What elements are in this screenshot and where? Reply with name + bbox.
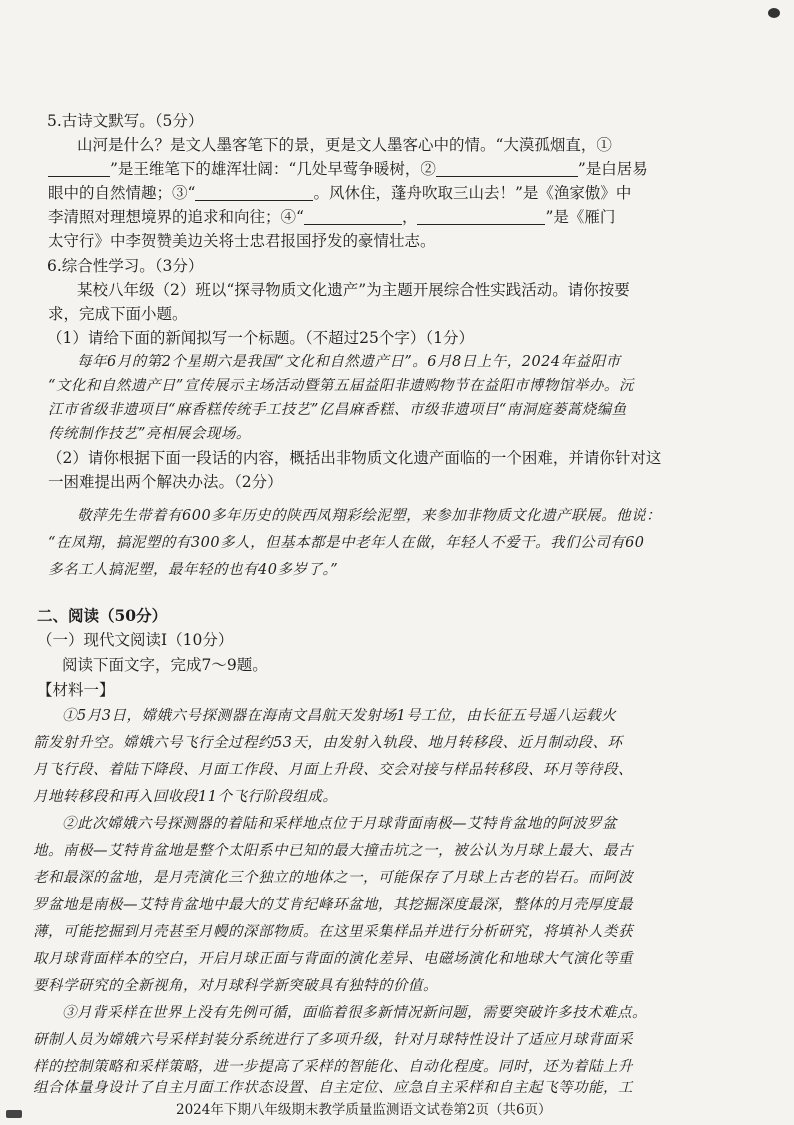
news-text: “文化和自然遗产日”宣传展示主场活动暨第五届益阳非遗购物节在益阳市博物馆举办。沅 [48,378,634,394]
q6-subquestion-2: （2）请你根据下面一段话的内容，概括出非物质文化遗产面临的一个困难，并请你针对这 [47,449,662,467]
q6-intro: 某校八年级（2）班以“探寻物质文化遗产”为主题开展综合性实践活动。请你按要 [77,281,630,299]
news-text: 传统制作技艺”亮相展会现场。 [48,426,251,442]
answer-blank-3[interactable] [195,184,313,201]
material-text: 月飞行段、着陆下降段、月面工作段、月面上升段、交会对接与样品转移段、环月等待段、 [33,762,633,778]
material-text: ③月背采样在世界上没有先例可循，面临着很多新情况新问题，需要突破许多技术难点。 [62,1005,647,1021]
q6-subquestion-2: 一困难提出两个解决办法。（2分） [48,473,283,491]
material-text: 样的控制策略和采样策略，进一步提高了采样的智能化、自动化程度。同时，还为着陆上升 [33,1059,633,1075]
subsection-heading: （一）现代文阅读Ⅰ（10分） [37,631,234,649]
q5-heading: 5.古诗文默写。（5分） [47,112,204,130]
material-text: 地。南极—艾特肯盆地是整个太阳系中已知的最大撞击坑之一，被公认为月球上最大、最古 [33,843,633,859]
material-text: 月地转移段和再入回收段11个飞行阶段组成。 [33,789,338,805]
material-text: 取月球背面样本的空白，开启月球正面与背面的演化差异、电磁场演化和地球大气演化等重 [33,951,633,967]
answer-blank-1[interactable] [48,160,110,177]
material-text: 组合体量身设计了自主月面工作状态设置、自主定位、应急自主采样和自主起飞等功能，工 [33,1080,633,1096]
q6-intro: 求，完成下面小题。 [48,305,188,323]
material-text: ①5月3日，嫦娥六号探测器在海南文昌航天发射场1号工位，由长征五号遥八运载火 [62,708,617,724]
q5-line: 眼中的自然情趣；③“ 。风休住，蓬舟吹取三山去！”是《渔家傲》中 [48,184,632,202]
q5-line: 太守行》中李贺赞美边关将士忠君报国抒发的豪情壮志。 [48,232,436,250]
passage-text: 多名工人搞泥塑，最年轻的也有40多岁了。” [48,562,339,578]
scan-mark [6,1110,22,1118]
material-text: 薄，可能挖掘到月壳甚至月幔的深部物质。在这里采集样品并进行分析研究，将填补人类获 [33,924,633,940]
material-text: 罗盆地是南极—艾特肯盆地中最大的艾肯纪峰环盆地，其挖掘深度最深，整体的月壳厚度最 [33,897,633,913]
passage-text: “在凤翔，搞泥塑的有300多人，但基本都是中老年人在做，年轻人不爱干。我们公司有60 [48,535,645,551]
answer-blank-2[interactable] [436,160,578,177]
material-text: ②此次嫦娥六号探测器的着陆和采样地点位于月球背面南极—艾特肯盆地的阿波罗盆 [62,816,617,832]
q5-line: ”是王维笔下的雄浑壮阔：“几处早莺争暖树，② ”是白居易 [48,157,648,181]
news-text: 每年6月的第2个星期六是我国“文化和自然遗产日”。6月8日上午，2024年益阳市 [77,354,621,370]
q6-subquestion-1: （1）请给下面的新闻拟写一个标题。（不超过25个字）（1分） [47,329,474,347]
passage-text: 敬萍先生带着有600多年历史的陕西凤翔彩绘泥塑，来参加非物质文化遗产联展。他说： [77,508,662,524]
material-label: 【材料一】 [37,681,115,699]
material-text: 箭发射升空。嫦娥六号飞行全过程约53天，由发射入轨段、地月转移段、近月制动段、环 [33,735,623,751]
news-text: 江市省级非遗项目“麻香糕传统手工技艺”亿昌麻香糕、市级非遗项目“南洞庭蒌蒿烧编鱼 [48,402,627,418]
scan-mark [768,8,780,18]
section-heading: 二、阅读（50分） [37,606,168,625]
material-text: 研制人员为嫦娥六号采样封装分系统进行了多项升级，针对月球特性设计了适应月球背面采 [33,1032,633,1048]
material-text: 要科学研究的全新视角，对月球科学新突破具有独特的价值。 [33,978,438,994]
q6-heading: 6.综合性学习。（3分） [47,257,204,275]
answer-blank-4a[interactable] [304,208,402,225]
answer-blank-4b[interactable] [417,208,545,225]
reading-instruction: 阅读下面文字，完成7～9题。 [62,656,268,674]
page-footer: 2024年下期八年级期末教学质量监测语文试卷第2页（共6页） [176,1102,552,1118]
material-text: 老和最深的盆地，是月壳演化三个独立的地体之一，可能保存了月球上古老的岩石。而阿波 [33,870,633,886]
q5-line: 山河是什么？是文人墨客笔下的景，更是文人墨客心中的情。“大漠孤烟直，① [77,136,612,154]
q5-line: 李清照对理想境界的追求和向往；④“ ， ”是《雁门 [48,208,616,226]
